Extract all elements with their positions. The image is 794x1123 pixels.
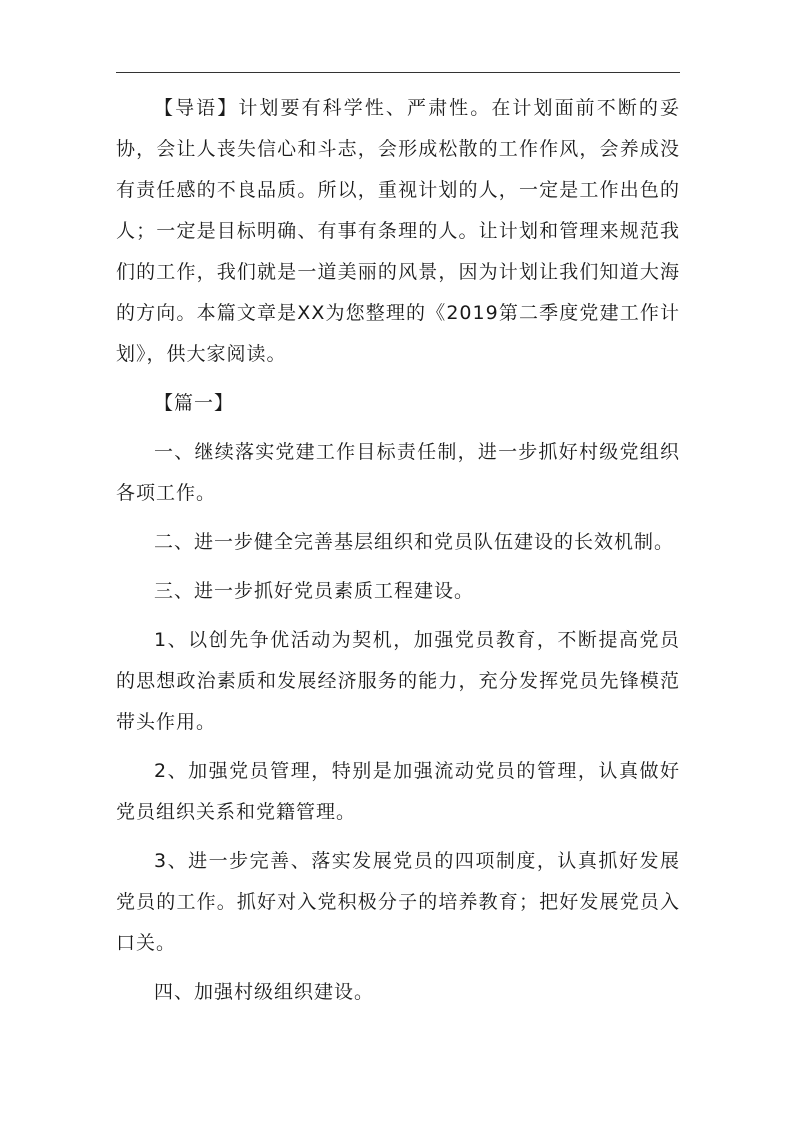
- item-paragraph: 二、进一步健全完善基层组织和党员队伍建设的长效机制。: [154, 531, 675, 553]
- item-paragraph: 三、进一步抓好党员素质工程建设。: [154, 580, 475, 602]
- header-divider: [116, 72, 680, 73]
- subitem-paragraph: 1、以创先争优活动为契机，加强党员教育，不断提高党员的思想政治素质和发展经济服务的能力，充分发挥党员先锋模范带头作用。: [116, 629, 680, 733]
- document-body: [116, 88, 680, 1013]
- intro-paragraph: 【导语】计划要有科学性、严肃性。在计划面前不断的妥协，会让人丧失信心和斗志，会形成松散的工作作风，会养成没有责任感的不良品质。所以，重视计划的人，一定是工作出色的人；一定是目标明确、有事有条理的人。让计划和管理来规范我们的工作，我们就是一道美丽的风景，因为计划让我们知道大海的方向。本篇文章是XX为您整理的《2019第二季度党建工作计划》，供大家阅读。: [116, 97, 680, 365]
- item-paragraph: 一、继续落实党建工作目标责任制，进一步抓好村级党组织各项工作。: [116, 441, 680, 504]
- subitem-paragraph: 2、加强党员管理，特别是加强流动党员的管理，认真做好党员组织关系和党籍管理。: [116, 760, 680, 823]
- subitem-paragraph: 3、进一步完善、落实发展党员的四项制度，认真抓好发展党员的工作。抓好对入党积极分子的培养教育；把好发展党员入口关。: [116, 850, 680, 954]
- section-heading: 【篇一】: [154, 392, 235, 414]
- item-paragraph: 四、加强村级组织建设。: [154, 981, 375, 1003]
